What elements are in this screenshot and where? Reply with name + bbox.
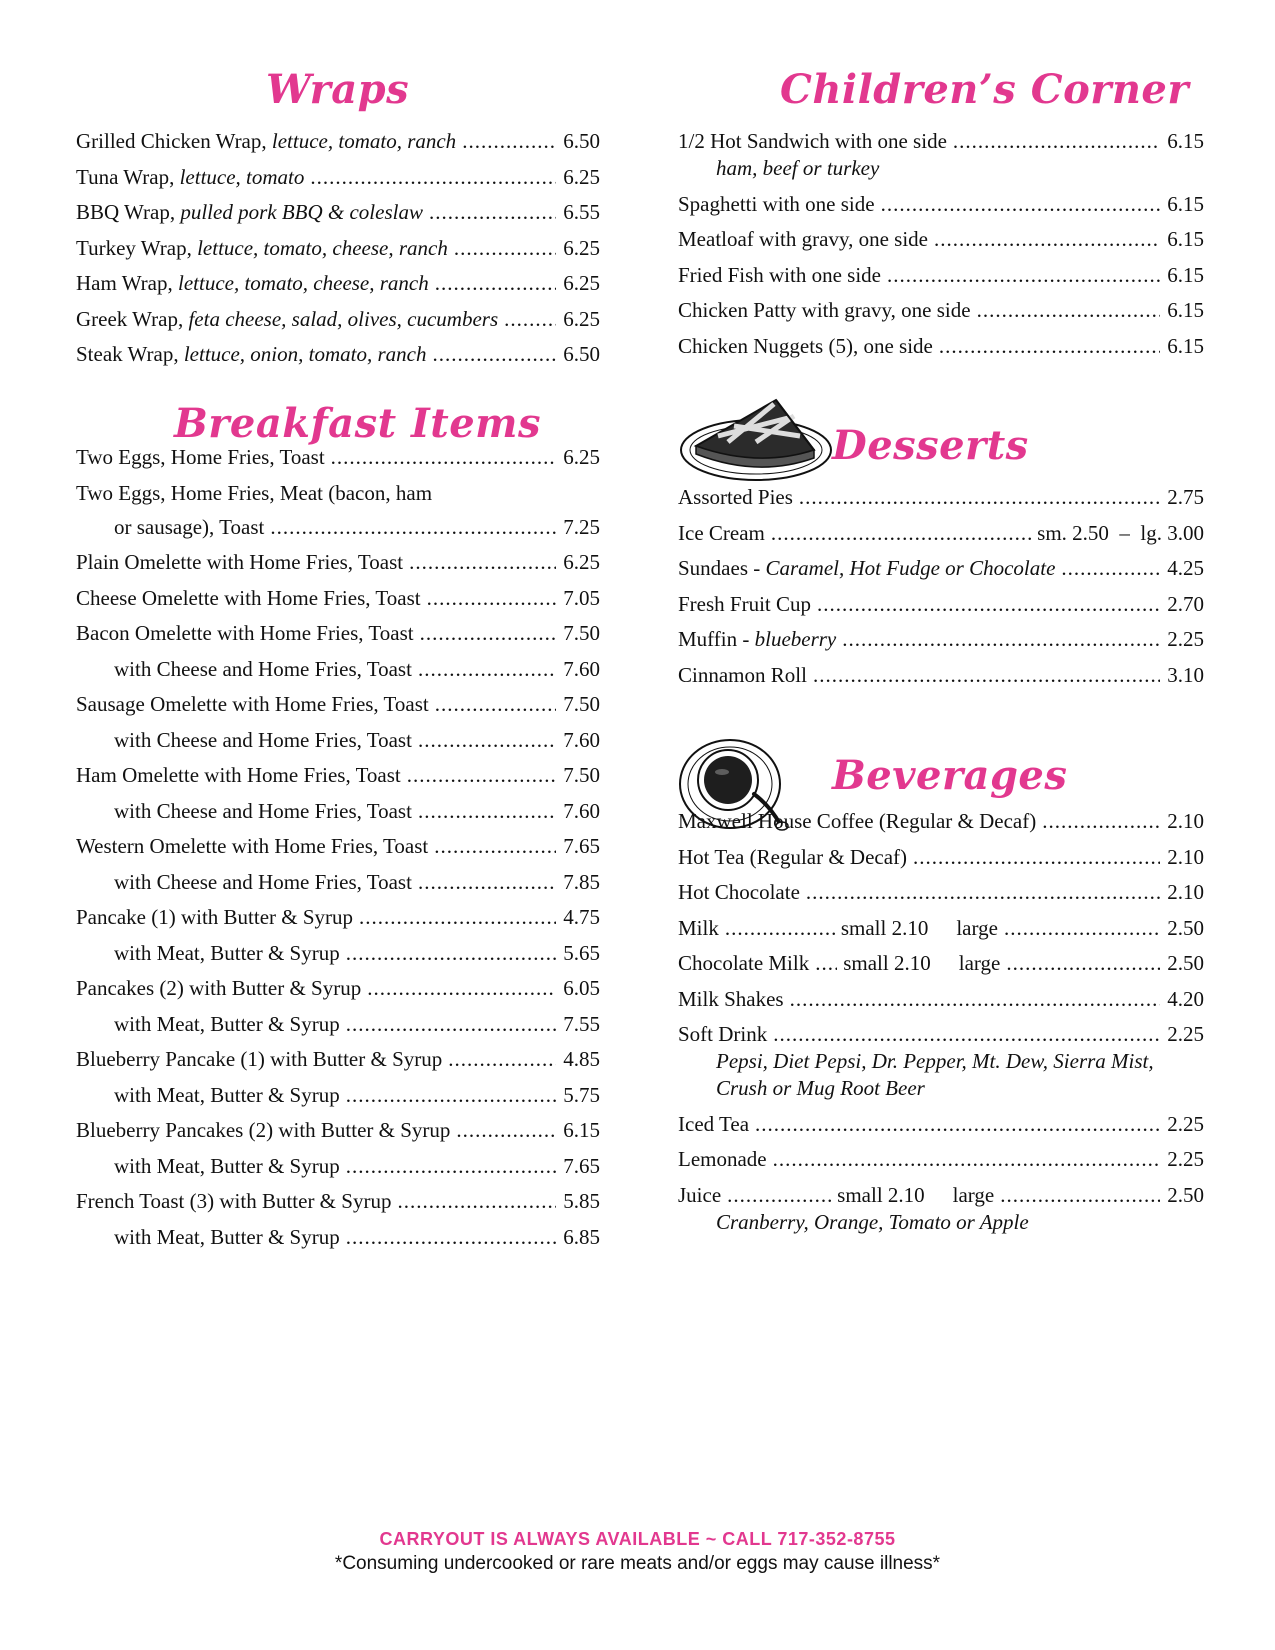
price: 2.25	[1167, 1147, 1204, 1171]
breakfast-title: Breakfast Items	[174, 400, 541, 447]
menu-item: Western Omelette with Home Fries, Toast ..... 7.65	[76, 833, 600, 869]
menu-item: Meatloaf with gravy, one side ..... 6.15	[678, 226, 1204, 262]
price: 6.25	[563, 306, 600, 331]
menu-item: Chocolate Milk ..... small 2.10 large ..... 2.50	[678, 950, 1204, 986]
price: 2.10	[1167, 809, 1204, 833]
desserts-title: Desserts	[832, 422, 1029, 469]
price: 6.25	[563, 164, 600, 189]
item-note: ham, beef or turkey	[716, 156, 880, 180]
childrens-corner-title: Children’s Corner	[780, 66, 1189, 113]
carryout-notice: CARRYOUT IS ALWAYS AVAILABLE ~ CALL 717-352-8755	[379, 1529, 896, 1549]
price: 7.05	[563, 585, 600, 610]
menu-item: with Cheese and Home Fries, Toast ..... 7.60	[76, 727, 600, 763]
wraps-title: Wraps	[266, 66, 410, 113]
price: 6.25	[563, 271, 600, 295]
price: sm. 2.50 – lg. 3.00	[1037, 520, 1204, 545]
menu-item: Grilled Chicken Wrap, lettuce, tomato, ranch ..... 6.50	[76, 128, 600, 164]
price: 2.25	[1167, 1022, 1204, 1046]
menu-item: Tuna Wrap, lettuce, tomato ..... 6.25	[76, 164, 600, 200]
menu-item: Iced Tea ..... 2.25	[678, 1111, 1204, 1147]
menu-item: Blueberry Pancake (1) with Butter & Syrup ..... 4.85	[76, 1046, 600, 1082]
menu-item: Muffin - blueberry ..... 2.25	[678, 626, 1204, 662]
menu-item: Milk ..... small 2.10 large ..... 2.50	[678, 915, 1204, 951]
menu-item: Fresh Fruit Cup ..... 2.70	[678, 591, 1204, 627]
menu-item: Assorted Pies ..... 2.75	[678, 484, 1204, 520]
menu-item: with Cheese and Home Fries, Toast ..... 7.60	[76, 656, 600, 692]
menu-item: Chicken Patty with gravy, one side ..... 6.15	[678, 297, 1204, 333]
menu-item: with Meat, Butter & Syrup ..... 7.55	[76, 1011, 600, 1047]
price: 7.50	[563, 763, 600, 787]
menu-item: Two Eggs, Home Fries, Toast ..... 6.25	[76, 444, 600, 480]
item-note: Cranberry, Orange, Tomato or Apple	[716, 1209, 1029, 1234]
price: 7.25	[563, 514, 600, 539]
price: 6.05	[563, 976, 600, 1000]
price: 7.60	[563, 798, 600, 823]
price: 2.25	[1167, 627, 1204, 651]
price: 7.65	[563, 1153, 600, 1178]
menu-item: with Meat, Butter & Syrup ..... 5.75	[76, 1082, 600, 1118]
price: 2.70	[1167, 591, 1204, 616]
menu-item: 1/2 Hot Sandwich with one side ..... 6.15 ham, beef or turkey	[678, 128, 1204, 191]
menu-item: Sausage Omelette with Home Fries, Toast ..... 7.50	[76, 691, 600, 727]
menu-item: Cinnamon Roll ..... 3.10	[678, 662, 1204, 698]
menu-item: Pancake (1) with Butter & Syrup ..... 4.75	[76, 904, 600, 940]
menu-item: with Meat, Butter & Syrup ..... 7.65	[76, 1153, 600, 1189]
price: 6.85	[563, 1224, 600, 1249]
menu-item: Greek Wrap, feta cheese, salad, olives, cucumbers ..... 6.25	[76, 306, 600, 342]
price: 5.75	[563, 1082, 600, 1107]
menu-item: Spaghetti with one side ..... 6.15	[678, 191, 1204, 227]
menu-item: Chicken Nuggets (5), one side ..... 6.15	[678, 333, 1204, 369]
beverages-title: Beverages	[832, 752, 1068, 799]
price: 7.60	[563, 656, 600, 681]
price: 2.10	[1167, 844, 1204, 869]
price: 5.85	[563, 1189, 600, 1213]
price: 7.50	[563, 621, 600, 645]
menu-item: with Cheese and Home Fries, Toast ..... 7.85	[76, 869, 600, 905]
price: 2.50	[1167, 915, 1204, 940]
price: 7.50	[563, 692, 600, 716]
menu-item: Soft Drink ..... 2.25 Pepsi, Diet Pepsi, Dr. Pepper, Mt. Dew, Sierra Mist, Crush or Mug Root Beer	[678, 1021, 1204, 1111]
price: 4.20	[1167, 986, 1204, 1011]
menu-item: Ham Wrap, lettuce, tomato, cheese, ranch ..... 6.25	[76, 270, 600, 306]
menu-item: with Cheese and Home Fries, Toast ..... 7.60	[76, 798, 600, 834]
price: 6.25	[563, 445, 600, 469]
desserts-list	[678, 484, 1204, 697]
price: 6.50	[563, 342, 600, 366]
price: 7.55	[563, 1011, 600, 1036]
menu-item: Milk Shakes ..... 4.20	[678, 986, 1204, 1022]
menu-item: with Meat, Butter & Syrup ..... 5.65	[76, 940, 600, 976]
menu-item: Hot Tea (Regular & Decaf) ..... 2.10	[678, 844, 1204, 880]
price: 2.25	[1167, 1111, 1204, 1136]
price: 2.50	[1167, 1182, 1204, 1207]
pie-slice-icon	[678, 396, 834, 489]
menu-item: Juice ..... small 2.10 large ..... 2.50 Cranberry, Orange, Tomato or Apple	[678, 1182, 1204, 1245]
menu-item: French Toast (3) with Butter & Syrup ..... 5.85	[76, 1188, 600, 1224]
item-note: Pepsi, Diet Pepsi, Dr. Pepper, Mt. Dew, Sierra Mist,	[716, 1049, 1154, 1073]
price: 6.15	[1167, 262, 1204, 287]
price: 6.15	[1167, 129, 1204, 153]
menu-item: Lemonade ..... 2.25	[678, 1146, 1204, 1182]
menu-item: Ham Omelette with Home Fries, Toast ..... 7.50	[76, 762, 600, 798]
price: 6.15	[1167, 191, 1204, 216]
menu-item: Hot Chocolate ..... 2.10	[678, 879, 1204, 915]
price: 6.25	[563, 235, 600, 260]
price: 2.50	[1167, 951, 1204, 975]
health-warning: *Consuming undercooked or rare meats and/or eggs may cause illness*	[334, 1553, 941, 1574]
menu-item: Fried Fish with one side ..... 6.15	[678, 262, 1204, 298]
price: 4.85	[563, 1047, 600, 1071]
menu-item: Plain Omelette with Home Fries, Toast ..... 6.25	[76, 549, 600, 585]
price: 6.50	[563, 129, 600, 153]
price: 6.15	[1167, 333, 1204, 358]
breakfast-list	[76, 444, 600, 1259]
price: 5.65	[563, 940, 600, 965]
menu-item: Cheese Omelette with Home Fries, Toast ..... 7.05	[76, 585, 600, 621]
item-note: Crush or Mug Root Beer	[716, 1076, 925, 1100]
price: 3.10	[1167, 662, 1204, 687]
menu-item: Pancakes (2) with Butter & Syrup ..... 6.05	[76, 975, 600, 1011]
beverages-list	[678, 808, 1204, 1244]
menu-item: Steak Wrap, lettuce, onion, tomato, ranch ..... 6.50	[76, 341, 600, 377]
price: 2.75	[1167, 485, 1204, 509]
menu-item: BBQ Wrap, pulled pork BBQ & coleslaw ..... 6.55	[76, 199, 600, 235]
menu-item: Maxwell House Coffee (Regular & Decaf) ..... 2.10	[678, 808, 1204, 844]
price: 7.85	[563, 869, 600, 894]
menu-item: Ice Cream ..... sm. 2.50 – lg. 3.00	[678, 520, 1204, 556]
menu-item: Sundaes - Caramel, Hot Fudge or Chocolate ..... 4.25	[678, 555, 1204, 591]
menu-item: Blueberry Pancakes (2) with Butter & Syrup ..... 6.15	[76, 1117, 600, 1153]
price: 6.55	[563, 200, 600, 224]
menu-item: Two Eggs, Home Fries, Meat (bacon, ham or sausage), Toast ..... 7.25	[76, 480, 600, 550]
wraps-list	[76, 128, 600, 377]
price: 6.15	[1167, 298, 1204, 322]
childrens-list	[678, 128, 1204, 368]
price: 6.25	[563, 550, 600, 574]
price: 4.25	[1167, 556, 1204, 580]
menu-item: Bacon Omelette with Home Fries, Toast ..... 7.50	[76, 620, 600, 656]
menu-item: with Meat, Butter & Syrup ..... 6.85	[76, 1224, 600, 1260]
price: 7.60	[563, 727, 600, 752]
menu-item: Turkey Wrap, lettuce, tomato, cheese, ranch ..... 6.25	[76, 235, 600, 271]
price: 4.75	[563, 905, 600, 929]
price: 7.65	[563, 834, 600, 858]
price: 6.15	[563, 1118, 600, 1142]
price: 2.10	[1167, 880, 1204, 904]
price: 6.15	[1167, 227, 1204, 251]
